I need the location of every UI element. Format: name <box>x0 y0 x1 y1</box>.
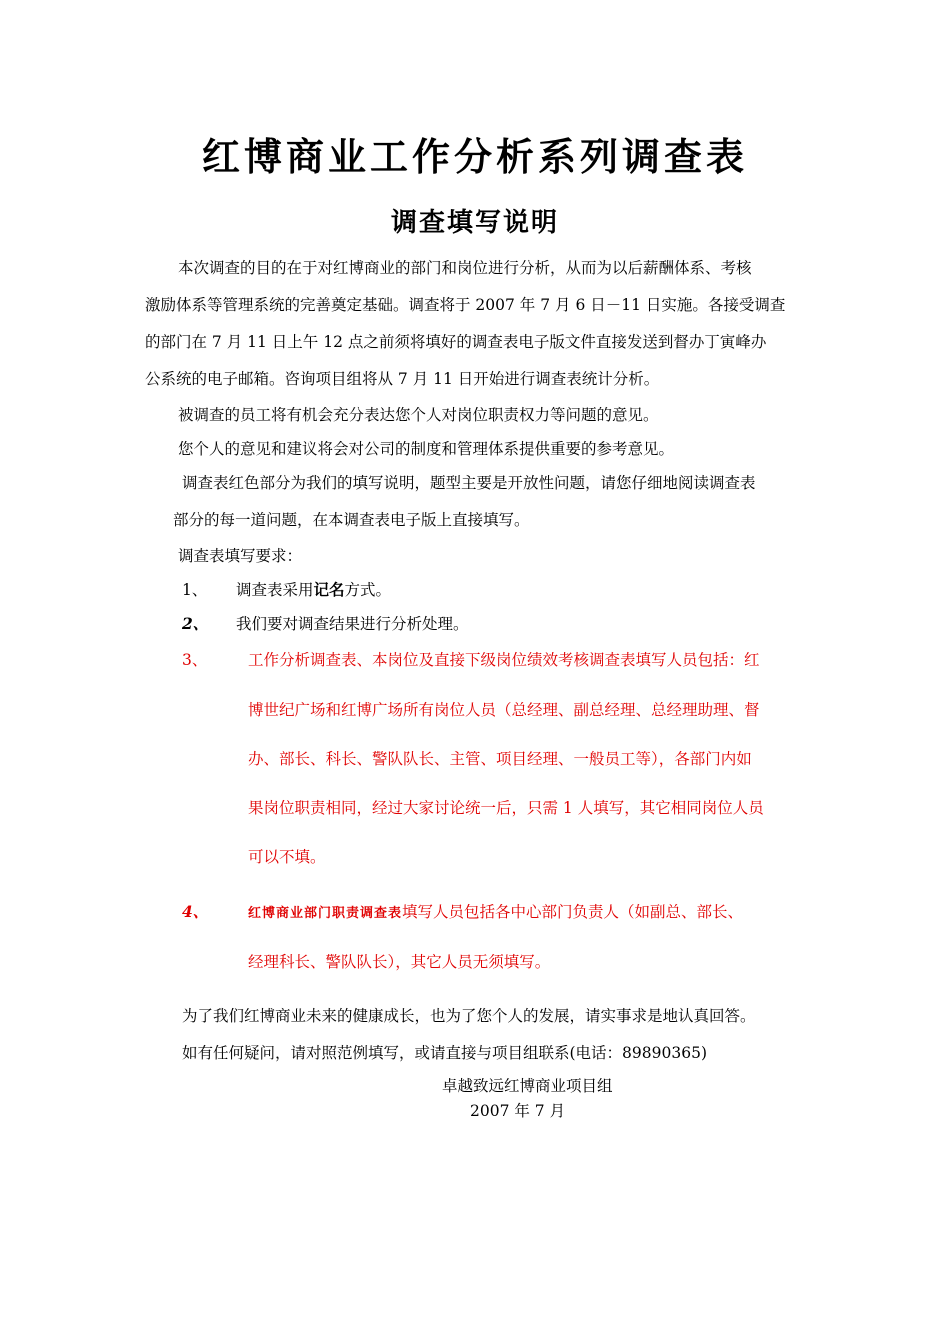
item-4-line-2: 经理科长、警队队长），其它人员无须填写。 <box>248 953 551 971</box>
item-4-line-1 <box>248 900 743 922</box>
intro-line-3: 的部门在 7 月 11 日上午 12 点之前须将填好的调查表电子版文件直接发送到督办丁寅峰办 <box>145 333 767 351</box>
item-2-text: 我们要对调查结果进行分析处理。 <box>236 615 469 633</box>
item-4-line-1-rest: 填写人员包括各中心部门负责人（如副总、部长、 <box>402 903 744 921</box>
intro-line-4: 公系统的电子邮箱。咨询项目组将从 7 月 11 日开始进行调查表统计分析。 <box>145 370 660 388</box>
item-3-number: 3、 <box>182 651 208 669</box>
paragraph-4-line-2: 部分的每一道问题，在本调查表电子版上直接填写。 <box>173 511 530 529</box>
item-2-number: 2、 <box>182 614 209 633</box>
item-3-line-3: 办、部长、科长、警队队长、主管、项目经理、一般员工等），各部门内如 <box>248 750 752 768</box>
paragraph-3: 您个人的意见和建议将会对公司的制度和管理体系提供重要的参考意见。 <box>178 440 675 458</box>
signature: 卓越致远红博商业项目组 <box>442 1077 613 1095</box>
paragraph-4-line-1: 调查表红色部分为我们的填写说明，题型主要是开放性问题，请您仔细地阅读调查表 <box>182 474 756 492</box>
item-1-post: 方式。 <box>344 581 392 599</box>
document-title: 红博商业工作分析系列调查表 <box>201 134 748 179</box>
intro-line-2: 激励体系等管理系统的完善奠定基础。调查将于 2007 年 7 月 6 日－11 日实施。各接受调查 <box>145 296 786 314</box>
requirements-heading: 调查表填写要求： <box>178 547 303 565</box>
item-4-emphasis: 红博商业部门职责调查表 <box>248 906 403 921</box>
item-1-bold: 记名 <box>313 580 345 599</box>
intro-line-1: 本次调查的目的在于对红博商业的部门和岗位进行分析，从而为以后薪酬体系、考核 <box>178 259 752 277</box>
document-subtitle: 调查填写说明 <box>390 208 559 238</box>
paragraph-2: 被调查的员工将有机会充分表达您个人对岗位职责权力等问题的意见。 <box>178 406 659 424</box>
item-3-line-2: 博世纪广场和红博广场所有岗位人员（总经理、副总经理、总经理助理、督 <box>248 701 760 719</box>
item-1-pre: 调查表采用 <box>236 581 314 599</box>
item-3-line-5: 可以不填。 <box>248 848 326 866</box>
closing-line-2: 如有任何疑问，请对照范例填写，或请直接与项目组联系(电话：89890365) <box>182 1044 707 1062</box>
item-4-number: 4、 <box>182 902 209 921</box>
closing-line-1: 为了我们红博商业未来的健康成长，也为了您个人的发展，请实事求是地认真回答。 <box>182 1007 756 1025</box>
item-3-line-4: 果岗位职责相同，经过大家讨论统一后，只需 1 人填写，其它相同岗位人员 <box>248 799 764 817</box>
item-1-number: 1、 <box>182 581 208 599</box>
item-3-line-1: 工作分析调查表、本岗位及直接下级岗位绩效考核调查表填写人员包括：红 <box>248 651 760 669</box>
item-1-text <box>236 578 391 600</box>
signature-date: 2007 年 7 月 <box>470 1102 566 1120</box>
